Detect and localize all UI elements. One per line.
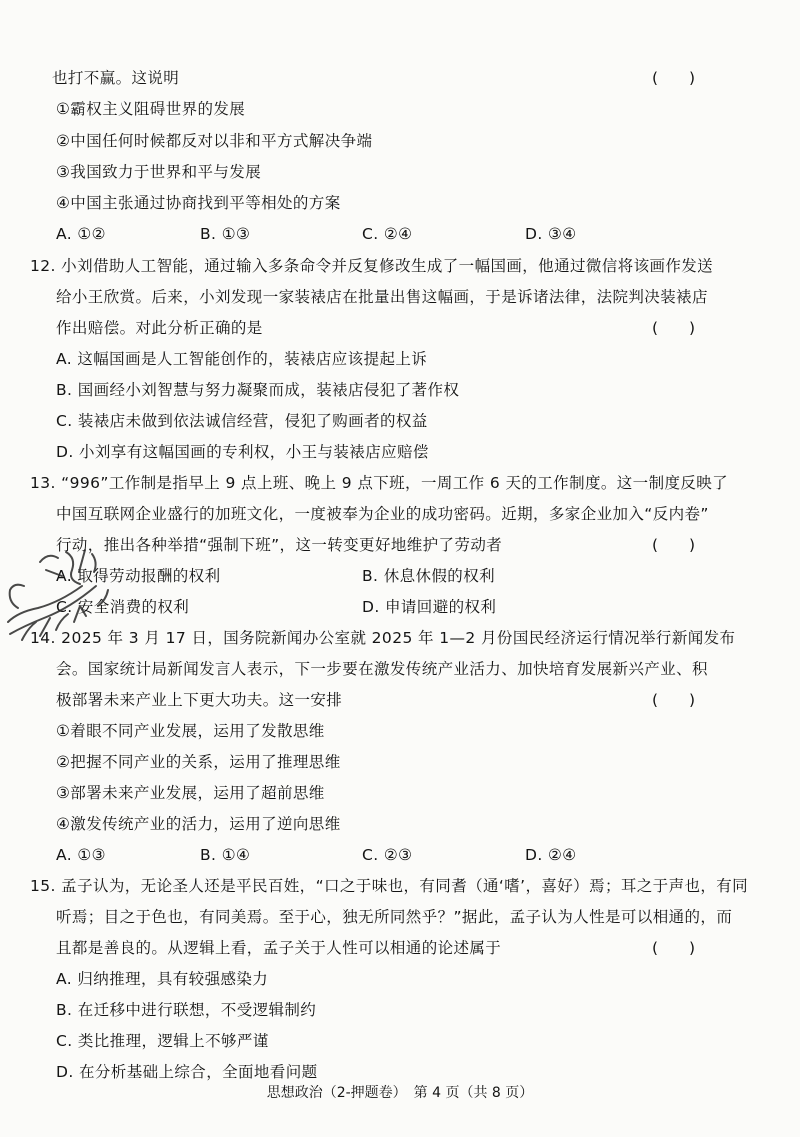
q14-stem-line-3: 极部署未来产业上下更大功夫。这一安排: [56, 691, 343, 709]
q13-option-b: B. 休息休假的权利: [362, 567, 495, 585]
q11-item-3: ③我国致力于世界和平与发展: [56, 163, 262, 181]
q11-item-1: ①霸权主义阻碍世界的发展: [56, 100, 246, 118]
q14-option-b: B. ①④: [200, 846, 251, 864]
q11-item-2: ②中国任何时候都反对以非和平方式解决争端: [56, 132, 373, 150]
q14-stem-line-2: 会。国家统计局新闻发言人表示，下一步要在激发传统产业活力、加快培育发展新兴产业、积: [56, 660, 708, 678]
q14-item-3: ③部署未来产业发展，运用了超前思维: [56, 784, 325, 802]
q12-stem-line-1: 12. 小刘借助人工智能，通过输入多条命令并反复修改生成了一幅国画，他通过微信将该画作发送: [30, 257, 714, 275]
q15-option-c: C. 类比推理，逻辑上不够严谨: [56, 1032, 269, 1050]
q14-stem-line-1: 14. 2025 年 3 月 17 日，国务院新闻办公室就 2025 年 1—2 月份国民经济运行情况举行新闻发布: [30, 629, 736, 647]
q12-stem-line-2: 给小王欣赏。后来，小刘发现一家装裱店在批量出售这幅画，于是诉诸法律，法院判决装裱店: [56, 288, 708, 306]
q11-stem-tail: 也打不赢。这说明: [52, 69, 180, 87]
q15-stem-line-3: 且都是善良的。从逻辑上看，孟子关于人性可以相通的论述属于: [56, 939, 502, 957]
handwritten-scribble: [0, 530, 140, 660]
q13-stem-line-2: 中国互联网企业盛行的加班文化，一度被奉为企业的成功密码。近期，多家企业加入“反内卷”: [56, 505, 709, 523]
q12-answer-blank: ( ): [652, 319, 696, 337]
q14-option-a: A. ①③: [56, 846, 106, 864]
q14-item-4: ④激发传统产业的活力，运用了逆向思维: [56, 815, 341, 833]
q14-option-d: D. ②④: [525, 846, 577, 864]
q12-stem-line-3: 作出赔偿。对此分析正确的是: [56, 319, 263, 337]
q12-option-b: B. 国画经小刘智慧与努力凝聚而成，装裱店侵犯了著作权: [56, 381, 460, 399]
q11-option-b: B. ①③: [200, 225, 251, 243]
q14-item-1: ①着眼不同产业发展，运用了发散思维: [56, 722, 325, 740]
q15-option-d: D. 在分析基础上综合，全面地看问题: [56, 1063, 318, 1081]
q12-option-d: D. 小刘享有这幅国画的专利权，小王与装裱店应赔偿: [56, 443, 429, 461]
q15-option-b: B. 在迁移中进行联想，不受逻辑制约: [56, 1001, 317, 1019]
q13-option-d: D. 申请回避的权利: [362, 598, 497, 616]
q14-option-c: C. ②③: [362, 846, 413, 864]
q13-stem-line-1: 13. “996”工作制是指早上 9 点上班、晚上 9 点下班，一周工作 6 天的工作制度。这一制度反映了: [30, 474, 729, 492]
q11-option-a: A. ①②: [56, 225, 106, 243]
q15-answer-blank: ( ): [652, 939, 696, 957]
q12-option-a: A. 这幅国画是人工智能创作的，装裱店应该提起上诉: [56, 350, 428, 368]
q13-option-a: A. 取得劳动报酬的权利: [56, 567, 221, 585]
q15-stem-line-1: 15. 孟子认为，无论圣人还是平民百姓，“口之于味也，有同耆（通‘嗜’，喜好）焉；耳之于声也，有同: [30, 877, 749, 895]
q13-option-c: C. 安全消费的权利: [56, 598, 190, 616]
q11-answer-blank: ( ): [652, 69, 696, 87]
q13-answer-blank: ( ): [652, 536, 696, 554]
q12-option-c: C. 装裱店未做到依法诚信经营，侵犯了购画者的权益: [56, 412, 428, 430]
q11-item-4: ④中国主张通过协商找到平等相处的方案: [56, 194, 341, 212]
q13-stem-line-3: 行动，推出各种举措“强制下班”，这一转变更好地维护了劳动者: [56, 536, 503, 554]
q14-item-2: ②把握不同产业的关系，运用了推理思维: [56, 753, 341, 771]
page-footer: 思想政治（2-押题卷） 第 4 页（共 8 页）: [266, 1085, 534, 1101]
q11-option-d: D. ③④: [525, 225, 577, 243]
q11-option-c: C. ②④: [362, 225, 413, 243]
q15-option-a: A. 归纳推理，具有较强感染力: [56, 970, 269, 988]
q15-stem-line-2: 听焉；目之于色也，有同美焉。至于心，独无所同然乎？”据此，孟子认为人性是可以相通的，而: [56, 908, 733, 926]
q14-answer-blank: ( ): [652, 691, 696, 709]
